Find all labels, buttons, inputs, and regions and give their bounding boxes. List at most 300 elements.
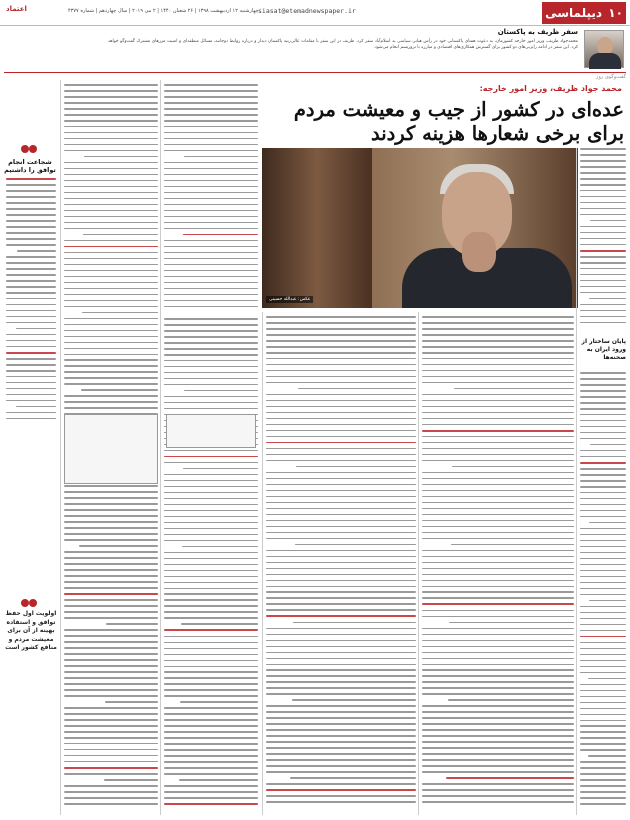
text-line (580, 803, 626, 805)
text-line (296, 466, 416, 468)
text-line (164, 593, 258, 595)
text-line (164, 743, 258, 745)
text-line (164, 462, 258, 464)
text-line (580, 432, 626, 434)
text-line (580, 250, 626, 252)
text-line (64, 354, 158, 356)
text-line (64, 665, 158, 667)
text-line (164, 180, 258, 182)
text-line (580, 725, 626, 727)
text-line (164, 510, 258, 512)
brief-title: سفر ظریف به پاکستان (497, 28, 578, 36)
text-line (580, 244, 626, 246)
text-line (64, 731, 158, 733)
text-line (64, 599, 158, 601)
text-line (588, 755, 626, 757)
text-line (580, 160, 626, 162)
text-line (580, 660, 626, 662)
text-line (580, 316, 626, 318)
text-line (266, 514, 416, 516)
text-line (164, 342, 258, 344)
quote-marks-icon (20, 598, 38, 608)
text-line (64, 773, 158, 775)
text-line (266, 346, 416, 348)
text-line (580, 648, 626, 650)
text-line (64, 755, 158, 757)
text-line (266, 634, 416, 636)
text-line (449, 622, 574, 624)
text-line (580, 618, 626, 620)
text-line (422, 550, 574, 552)
text-line (422, 520, 574, 522)
text-line (266, 322, 416, 324)
text-line (164, 516, 258, 518)
text-line (164, 666, 258, 668)
text-line (580, 402, 626, 404)
text-line (422, 723, 574, 725)
text-line (164, 570, 258, 572)
text-line (6, 316, 56, 318)
text-line (6, 226, 56, 228)
text-line (580, 304, 626, 306)
text-line (266, 658, 416, 660)
text-line (580, 256, 626, 258)
text-line (164, 198, 258, 200)
text-line (164, 210, 258, 212)
text-line (266, 358, 416, 360)
text-line (164, 767, 258, 769)
text-line (64, 330, 158, 332)
text-line (64, 264, 158, 266)
text-line (266, 382, 416, 384)
text-line (164, 576, 258, 578)
text-line (164, 486, 258, 488)
text-line (64, 503, 158, 505)
text-line (451, 544, 574, 546)
text-line (266, 412, 416, 414)
text-line (6, 286, 56, 288)
text-line (16, 328, 56, 330)
text-line (580, 486, 626, 488)
text-line (164, 282, 258, 284)
text-line (6, 394, 56, 396)
text-line (164, 731, 258, 733)
text-line (164, 252, 258, 254)
text-line (580, 708, 626, 710)
text-line (164, 552, 258, 554)
text-line (6, 346, 56, 348)
text-line (580, 310, 626, 312)
text-line (164, 192, 258, 194)
brief-portrait-photo (584, 30, 624, 68)
text-line (6, 256, 56, 258)
text-line (422, 681, 574, 683)
text-line (64, 318, 158, 320)
text-line (422, 340, 574, 342)
text-line (64, 126, 158, 128)
text-line (6, 280, 56, 282)
text-line (580, 761, 626, 763)
text-line (64, 192, 158, 194)
text-line (580, 438, 626, 440)
text-line (64, 114, 158, 116)
text-line (164, 90, 258, 92)
column-divider (160, 80, 161, 815)
text-line (164, 564, 258, 566)
text-line (422, 634, 574, 636)
text-line (164, 246, 258, 248)
text-line (580, 546, 626, 548)
text-line (64, 785, 158, 787)
text-line (164, 695, 258, 697)
text-line (422, 364, 574, 366)
text-line (6, 418, 56, 420)
text-line (422, 603, 574, 605)
text-line (422, 442, 574, 444)
text-line (164, 216, 258, 218)
text-line (164, 396, 258, 398)
text-line (64, 515, 158, 517)
text-line (580, 558, 626, 560)
text-line (422, 580, 574, 582)
text-line (164, 671, 258, 673)
text-line (266, 609, 416, 611)
text-line (164, 456, 258, 458)
text-line (6, 190, 56, 192)
text-column-2 (164, 84, 258, 316)
text-line (64, 683, 158, 685)
page-number: ۱۰ (608, 6, 623, 20)
text-line (580, 702, 626, 704)
text-line (422, 532, 574, 534)
text-line (164, 384, 258, 386)
text-line (164, 186, 258, 188)
text-line (164, 582, 258, 584)
text-line (184, 390, 258, 392)
text-line (64, 401, 158, 403)
text-line (266, 753, 416, 755)
text-line (164, 791, 258, 793)
text-line (422, 394, 574, 396)
text-line (164, 725, 258, 727)
text-line (266, 526, 416, 528)
text-line (164, 84, 258, 86)
text-line (183, 468, 258, 470)
text-line (266, 687, 416, 689)
text-line (164, 144, 258, 146)
text-line (164, 504, 258, 506)
text-line (64, 407, 158, 409)
email-address[interactable]: siasat@etemadnewspaper.ir (258, 7, 356, 15)
text-line (64, 168, 158, 170)
text-line (266, 693, 416, 695)
text-line (580, 292, 626, 294)
text-line (64, 246, 158, 248)
text-line (6, 232, 56, 234)
text-line (422, 795, 574, 797)
text-line (422, 436, 574, 438)
text-line (266, 664, 416, 666)
text-line (580, 456, 626, 458)
text-line (422, 652, 574, 654)
text-line (6, 292, 56, 294)
text-line (266, 532, 416, 534)
text-line (6, 322, 56, 324)
text-line (64, 294, 158, 296)
text-line (422, 591, 574, 593)
column-divider (60, 80, 61, 815)
text-line (182, 546, 258, 548)
text-line (266, 795, 416, 797)
article-kicker: محمد جواد ظریف، وزیر امور خارجه: (479, 84, 622, 93)
text-line (580, 785, 626, 787)
text-line (64, 647, 158, 649)
text-line (164, 330, 258, 332)
text-line (64, 186, 158, 188)
text-line (164, 294, 258, 296)
text-line (580, 196, 626, 198)
text-line (266, 538, 416, 540)
text-line (452, 466, 574, 468)
text-line (580, 552, 626, 554)
text-line (580, 534, 626, 536)
text-line (580, 666, 626, 668)
text-line (64, 767, 158, 769)
text-line (6, 388, 56, 390)
text-line (64, 605, 158, 607)
text-line (64, 791, 158, 793)
text-line (64, 84, 158, 86)
text-line (64, 150, 158, 152)
text-line (422, 735, 574, 737)
text-line (266, 652, 416, 654)
text-line (106, 623, 158, 625)
text-line (83, 234, 158, 236)
text-line (6, 238, 56, 240)
text-line (164, 354, 258, 356)
text-line (266, 370, 416, 372)
text-line (422, 574, 574, 576)
text-line (64, 743, 158, 745)
text-line (164, 534, 258, 536)
text-line (164, 558, 258, 560)
text-line (580, 166, 626, 168)
text-line (105, 701, 158, 703)
text-line (580, 384, 626, 386)
text-line (266, 484, 416, 486)
text-line (164, 168, 258, 170)
text-line (266, 436, 416, 438)
text-line (164, 378, 258, 380)
text-line (164, 480, 258, 482)
text-line (266, 615, 416, 617)
text-line (6, 268, 56, 270)
text-line (422, 472, 574, 474)
text-line (64, 737, 158, 739)
text-line (580, 612, 626, 614)
text-line (64, 569, 158, 571)
text-line (266, 448, 416, 450)
text-line (6, 352, 56, 354)
text-line (164, 258, 258, 260)
text-line (64, 306, 158, 308)
text-line (422, 669, 574, 671)
text-line (64, 258, 158, 260)
text-line (266, 520, 416, 522)
text-line (580, 280, 626, 282)
text-line (422, 556, 574, 558)
text-line (580, 184, 626, 186)
text-line (266, 568, 416, 570)
text-line (164, 126, 258, 128)
text-line (6, 370, 56, 372)
text-line (422, 358, 574, 360)
text-line (422, 454, 574, 456)
text-line (422, 687, 574, 689)
text-line (6, 358, 56, 360)
text-line (580, 202, 626, 204)
text-line (6, 400, 56, 402)
section-divider (4, 72, 626, 73)
text-line (422, 526, 574, 528)
text-line (266, 364, 416, 366)
text-line (266, 334, 416, 336)
text-line (104, 779, 158, 781)
text-line (422, 334, 574, 336)
right-sidebar-title: پایان ساختار از ورود ایران به صحنه‌ها (581, 338, 626, 361)
text-line (164, 713, 258, 715)
text-line (64, 102, 158, 104)
text-line (6, 214, 56, 216)
section-name: دیپلماسی (545, 6, 603, 20)
text-line (64, 641, 158, 643)
text-line (179, 779, 258, 781)
text-line (164, 450, 258, 452)
text-line (266, 603, 416, 605)
text-line (64, 497, 158, 499)
text-line (422, 616, 574, 618)
text-line (266, 789, 416, 791)
text-line (580, 510, 626, 512)
text-line (446, 777, 574, 779)
text-line (422, 783, 574, 785)
text-line (64, 377, 158, 379)
text-line (64, 210, 158, 212)
text-line (164, 222, 258, 224)
text-line (164, 528, 258, 530)
text-line (64, 276, 158, 278)
text-line (422, 628, 574, 630)
text-line (84, 156, 158, 158)
newspaper-logo: اعتماد (6, 5, 27, 13)
text-line (64, 485, 158, 487)
text-line (580, 414, 626, 416)
text-line (580, 540, 626, 542)
sidebar-text (6, 178, 56, 428)
text-line (64, 252, 158, 254)
text-line (164, 366, 258, 368)
text-line (64, 108, 158, 110)
text-line (266, 352, 416, 354)
text-line (580, 516, 626, 518)
text-line (164, 204, 258, 206)
text-line (266, 586, 416, 588)
text-line (422, 370, 574, 372)
text-line (422, 705, 574, 707)
pull-quote-box (166, 414, 256, 448)
text-line (64, 659, 158, 661)
text-line (6, 310, 56, 312)
text-line (422, 490, 574, 492)
text-line (422, 729, 574, 731)
text-line (64, 198, 158, 200)
text-line (64, 761, 158, 763)
text-line (266, 460, 416, 462)
text-line (64, 551, 158, 553)
text-line (422, 538, 574, 540)
text-line (164, 797, 258, 799)
text-line (6, 196, 56, 198)
text-line (164, 474, 258, 476)
text-line (6, 364, 56, 366)
text-line (580, 749, 626, 751)
text-line (164, 522, 258, 524)
text-line (6, 340, 56, 342)
text-line (266, 340, 416, 342)
text-line (164, 773, 258, 775)
text-line (422, 430, 574, 432)
text-line (580, 636, 626, 638)
text-line (164, 108, 258, 110)
text-line (580, 767, 626, 769)
text-line (164, 300, 258, 302)
text-line (79, 545, 158, 547)
text-line (580, 148, 626, 150)
text-line (580, 378, 626, 380)
text-line (164, 719, 258, 721)
text-line (6, 202, 56, 204)
text-line (266, 765, 416, 767)
text-line (580, 190, 626, 192)
text-line (64, 521, 158, 523)
page-number-badge (542, 2, 626, 24)
text-line (64, 371, 158, 373)
text-line (422, 597, 574, 599)
text-line (164, 677, 258, 679)
text-line (422, 753, 574, 755)
text-line (580, 274, 626, 276)
text-line (580, 528, 626, 530)
text-line (580, 564, 626, 566)
text-line (580, 208, 626, 210)
text-line (422, 424, 574, 426)
text-line (64, 96, 158, 98)
quote-marks-icon (20, 144, 38, 154)
text-line (164, 318, 258, 320)
text-line (64, 587, 158, 589)
text-line (422, 328, 574, 330)
text-line (64, 180, 158, 182)
section-label: گفت‌وگوی روز (596, 74, 626, 80)
text-line (64, 593, 158, 595)
text-line (164, 642, 258, 644)
text-line (164, 654, 258, 656)
text-line (6, 376, 56, 378)
text-line (422, 508, 574, 510)
text-line (164, 96, 258, 98)
text-line (181, 623, 258, 625)
text-line (164, 120, 258, 122)
